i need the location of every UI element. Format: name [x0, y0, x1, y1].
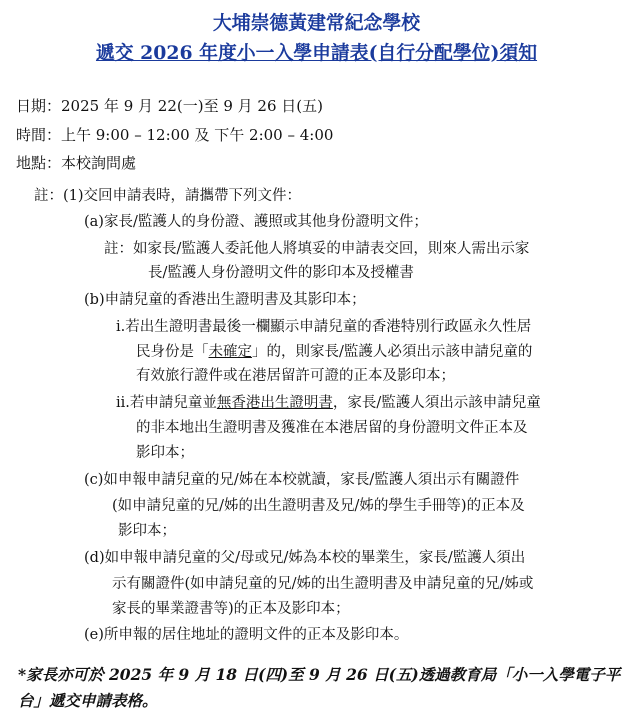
date-line: 日期：2025 年 9 月 22(一)至 9 月 26 日(五): [16, 97, 323, 115]
note-b-i-line-3: 有效旅行證件或在港居留許可證的正本及影印本；: [136, 368, 455, 384]
note-b-ii-underlined: 無香港出生證明書: [216, 395, 333, 411]
note-b-i-underlined: 未確定: [208, 344, 252, 360]
note-item-a: (a)家長/監護人的身份證、護照或其他身份證明文件；: [84, 214, 428, 230]
venue-line: 地點：本校詢問處: [16, 154, 137, 172]
note-item-d-line-3: 家長的畢業證書等)的正本及影印本；: [112, 601, 350, 617]
note-item-b: (b)申請兒童的香港出生證明書及其影印本；: [84, 292, 366, 308]
note-b-ii-line-3: 影印本；: [136, 445, 194, 461]
note-item-e: (e)所申報的居住地址的證明文件的正本及影印本。: [84, 627, 409, 643]
note-b-i-text-cont: 」的，則家長/監護人必須出示該申請兒童的: [252, 344, 533, 360]
note-b-ii-text: ii.若申請兒童並: [116, 395, 217, 411]
notice-title: 遞交 2026 年度小一入學申請表(自行分配學位)須知: [95, 42, 538, 64]
note-b-ii-line-1: [116, 393, 541, 413]
note-item-c-line-3: 影印本；: [118, 523, 176, 539]
note-a-remark-line-1: 註：如家長/監護人委託他人將填妥的申請表交回，則來人需出示家: [104, 241, 530, 257]
note-b-i-line-2: [136, 342, 532, 362]
note-a-remark-line-2: 長/監護人身份證明文件的影印本及授權書: [148, 265, 414, 281]
note-b-i-line-1: i.若出生證明書最後一欄顯示申請兒童的香港特別行政區永久性居: [116, 319, 532, 335]
note-item-c-line-1: (c)如申報申請兒童的兄/姊在本校就讀，家長/監護人須出示有關證件: [84, 472, 520, 488]
footer-line-2: 台」遞交申請表格。: [18, 691, 158, 710]
note-b-ii-line-2: 的非本地出生證明書及獲准在本港居留的身份證明文件正本及: [136, 420, 528, 436]
notes-intro: 註：(1)交回申請表時，請攜帶下列文件：: [34, 188, 302, 204]
note-item-c-line-2: (如申請兒童的兄/姊的出生證明書及兄/姊的學生手冊等)的正本及: [112, 498, 525, 514]
note-b-i-text: 民身份是「: [136, 344, 209, 360]
note-item-d-line-1: (d)如申報申請兒童的父/母或兄/姊為本校的畢業生，家長/監護人須出: [84, 550, 526, 566]
note-item-d-line-2: 示有關證件(如申請兒童的兄/姊的出生證明書及申請兒童的兄/姊或: [112, 576, 534, 592]
school-name: 大埔崇德黃建常紀念學校: [212, 12, 421, 34]
note-b-ii-text-cont: ，家長/監護人須出示該申請兒童: [332, 395, 541, 411]
footer-line-1: *家長亦可於 2025 年 9 月 18 日(四)至 9 月 26 日(五)透過教育局「小一入學電子平: [18, 665, 621, 684]
time-line: 時間：上午 9:00 – 12:00 及 下午 2:00 – 4:00: [16, 126, 334, 144]
